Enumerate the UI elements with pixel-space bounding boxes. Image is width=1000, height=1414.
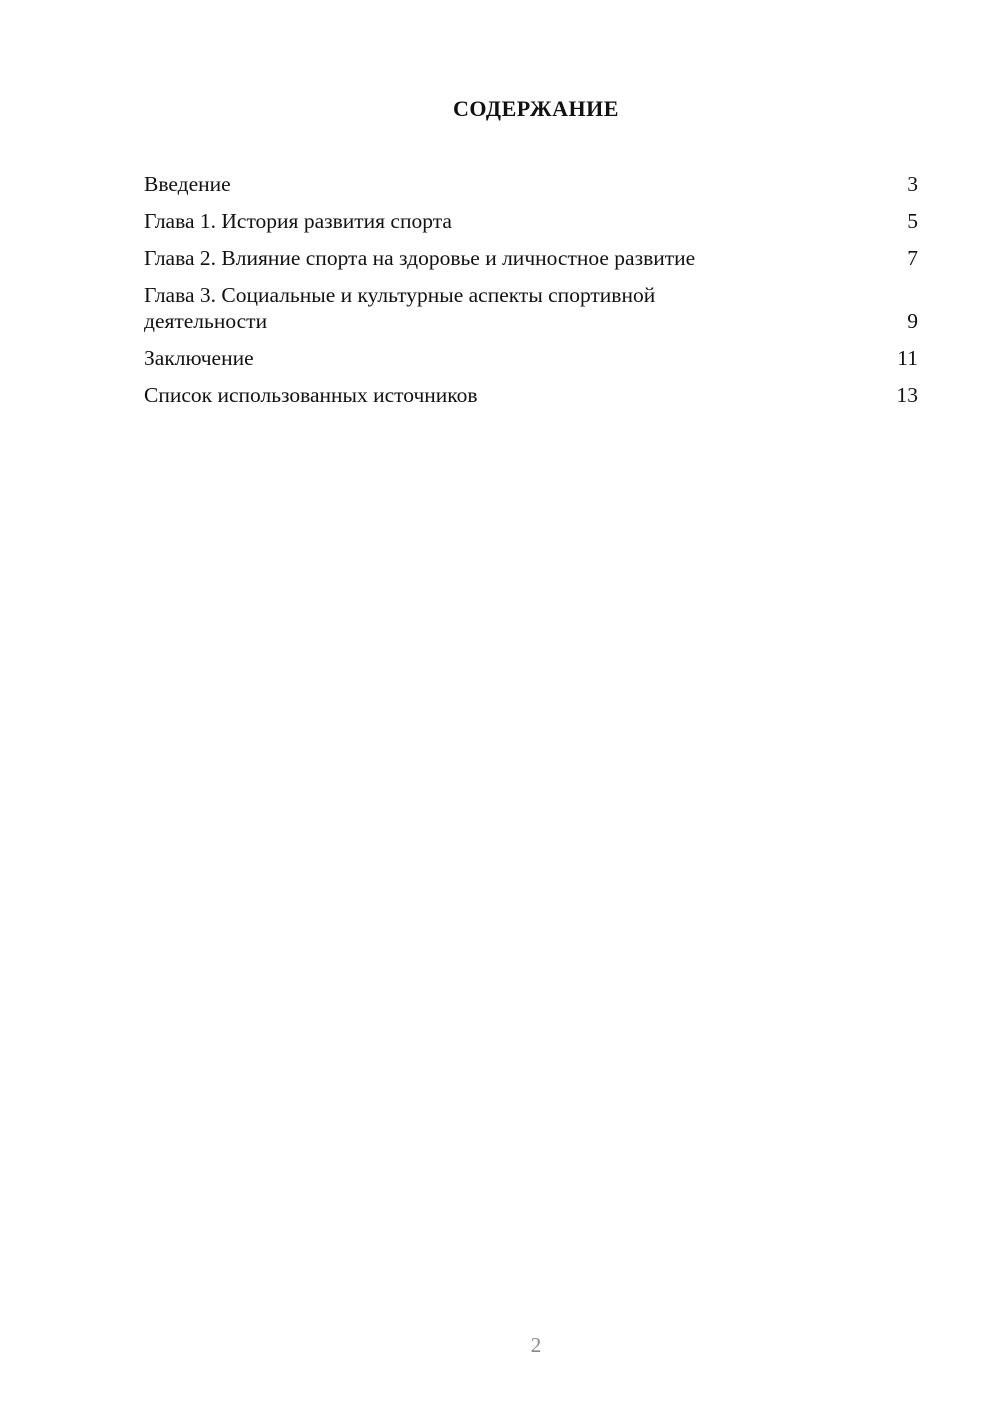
toc-entry-introduction[interactable] — [144, 171, 918, 197]
toc-entry-references[interactable] — [144, 382, 918, 408]
toc-entry-page: 11 — [897, 346, 918, 370]
toc-entry-conclusion[interactable] — [144, 345, 918, 371]
toc-entry-page: 13 — [896, 383, 918, 407]
toc-entry-page: 5 — [907, 209, 918, 233]
toc-entry-label: Глава 1. История развития спорта — [144, 209, 452, 233]
toc-entry-page: 7 — [907, 246, 918, 270]
toc-entry-label: Введение — [144, 172, 231, 196]
toc-entry-label: Заключение — [144, 346, 254, 370]
toc-entry-label: Глава 2. Влияние спорта на здоровье и личностное развитие — [144, 246, 696, 270]
toc-entry-page: 3 — [907, 172, 918, 196]
toc-entry-label: Список использованных источников — [144, 383, 478, 407]
table-of-contents — [144, 171, 918, 419]
page-number: 2 — [530, 1333, 542, 1357]
toc-entry-chapter-2[interactable] — [144, 245, 918, 271]
toc-entry-chapter-3[interactable] — [144, 282, 918, 334]
toc-entry-page: 9 — [907, 309, 918, 333]
page-title: СОДЕРЖАНИЕ — [453, 96, 619, 121]
toc-entry-label: Глава 3. Социальные и культурные аспекты спортивной деятельности — [144, 283, 656, 333]
toc-entry-chapter-1[interactable] — [144, 208, 918, 234]
